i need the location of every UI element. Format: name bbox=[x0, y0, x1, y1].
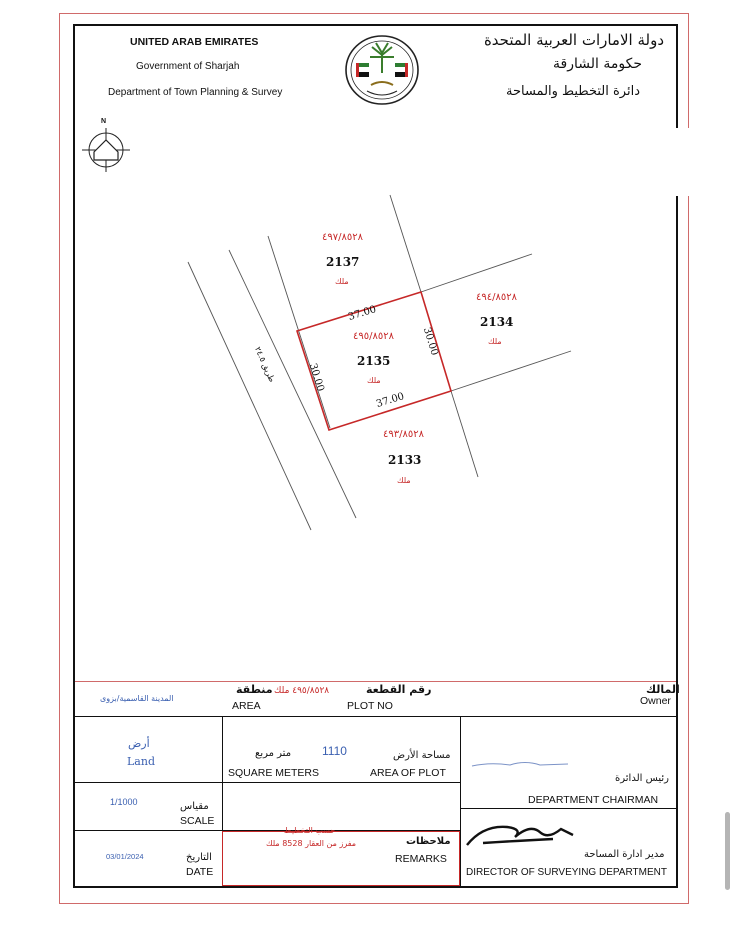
plot-2135-number: 2135 bbox=[357, 354, 391, 368]
chairman-signature bbox=[470, 757, 570, 769]
dimension-left: 30.00 bbox=[306, 362, 326, 393]
director-label-en: DIRECTOR OF SURVEYING DEPARTMENT bbox=[466, 867, 667, 878]
header-country-en: UNITED ARAB EMIRATES bbox=[130, 36, 259, 48]
plot-2133-ref: ٤٩٣/٨٥٢٨ bbox=[383, 429, 424, 440]
area-of-plot-value: 1110 bbox=[322, 744, 347, 758]
owner-label-ar: المالك bbox=[646, 683, 680, 696]
plot-2135-ref: ٤٩٥/٨٥٢٨ bbox=[353, 331, 394, 342]
remarks-line-2: مفرز من العقار 8528 ملك bbox=[266, 839, 357, 848]
plot-2137-ref: ٤٩٧/٨٥٢٨ bbox=[322, 232, 363, 243]
plot-2134-ref: ٤٩٤/٨٥٢٨ bbox=[476, 292, 517, 303]
plot-2134-number: 2134 bbox=[480, 315, 514, 329]
scale-label-ar: مقياس bbox=[180, 801, 209, 812]
date-label-en: DATE bbox=[186, 866, 214, 878]
plot-no-label-en: PLOT NO bbox=[347, 700, 393, 712]
road-edge-line bbox=[188, 262, 311, 530]
land-type-ar: أرض bbox=[128, 737, 150, 750]
remarks-label-en: REMARKS bbox=[395, 853, 447, 865]
plot-boundary-line bbox=[268, 236, 330, 428]
remarks-label-ar: ملاحظات bbox=[406, 836, 451, 847]
table-col-divider bbox=[460, 716, 461, 888]
sqm-label-en: SQUARE METERS bbox=[228, 767, 320, 779]
plot-2133-number: 2133 bbox=[388, 453, 422, 467]
plot-boundary-line bbox=[451, 391, 478, 477]
plot-2137-number: 2137 bbox=[326, 255, 360, 269]
scale-value: 1/1000 bbox=[110, 797, 138, 807]
plot-boundary-line bbox=[421, 254, 532, 292]
area-value: المدينة القاسمية/بزوى bbox=[100, 694, 174, 703]
date-value: 03/01/2024 bbox=[106, 852, 144, 861]
area-label-en: AREA bbox=[232, 700, 261, 712]
dimension-bottom: 37.00 bbox=[375, 391, 406, 410]
sqm-label-ar: متر مربع bbox=[255, 748, 292, 759]
scale-label-en: SCALE bbox=[180, 815, 215, 827]
plot-2134-type: ملك bbox=[488, 337, 502, 346]
date-label-ar: التاريخ bbox=[186, 852, 212, 863]
plot-2135-type: ملك bbox=[367, 376, 381, 385]
table-top-line bbox=[75, 681, 676, 682]
plot-no-value: ٤٩٥/٨٥٢٨ ملك bbox=[274, 686, 330, 696]
table-row-divider bbox=[75, 716, 676, 717]
plot-boundary-line bbox=[451, 351, 571, 391]
scrollbar-thumb[interactable] bbox=[725, 812, 730, 890]
area-label-ar: منطقة bbox=[236, 683, 273, 696]
header-country-ar: دولة الامارات العربية المتحدة bbox=[483, 31, 664, 49]
table-row-divider bbox=[75, 782, 460, 783]
area-of-plot-label-ar: مساحة الأرض bbox=[393, 750, 451, 761]
plot-no-label-ar: رقم القطعة bbox=[366, 683, 432, 696]
chairman-label-ar: رئيس الدائرة bbox=[615, 773, 669, 784]
chairman-label-en: DEPARTMENT CHAIRMAN bbox=[528, 794, 659, 806]
dimension-top: 37.00 bbox=[347, 304, 378, 323]
header-government-en: Government of Sharjah bbox=[136, 61, 240, 72]
plot-2133-type: ملك bbox=[397, 476, 411, 485]
land-type-en: Land bbox=[127, 755, 155, 768]
compass-north-label: N bbox=[101, 118, 107, 125]
road-label: طريق ٢٤.٥ bbox=[253, 345, 277, 384]
director-signature bbox=[463, 815, 578, 851]
table-row-divider bbox=[460, 808, 676, 809]
road-edge-line bbox=[229, 250, 356, 518]
plot-2137-type: ملك bbox=[335, 277, 349, 286]
remarks-line-1: حسب التخطيط bbox=[284, 826, 336, 835]
owner-label-en: Owner bbox=[640, 695, 671, 707]
dimension-right: 30.00 bbox=[420, 326, 440, 357]
director-label-ar: مدير ادارة المساحة bbox=[584, 849, 665, 860]
header-government-ar: حكومة الشارقة bbox=[553, 56, 642, 72]
header-department-ar: دائرة التخطيط والمساحة bbox=[505, 84, 640, 99]
header-department-en: Department of Town Planning & Survey bbox=[108, 87, 283, 98]
area-of-plot-label-en: AREA OF PLOT bbox=[370, 767, 446, 779]
plot-boundary-line bbox=[390, 195, 421, 292]
